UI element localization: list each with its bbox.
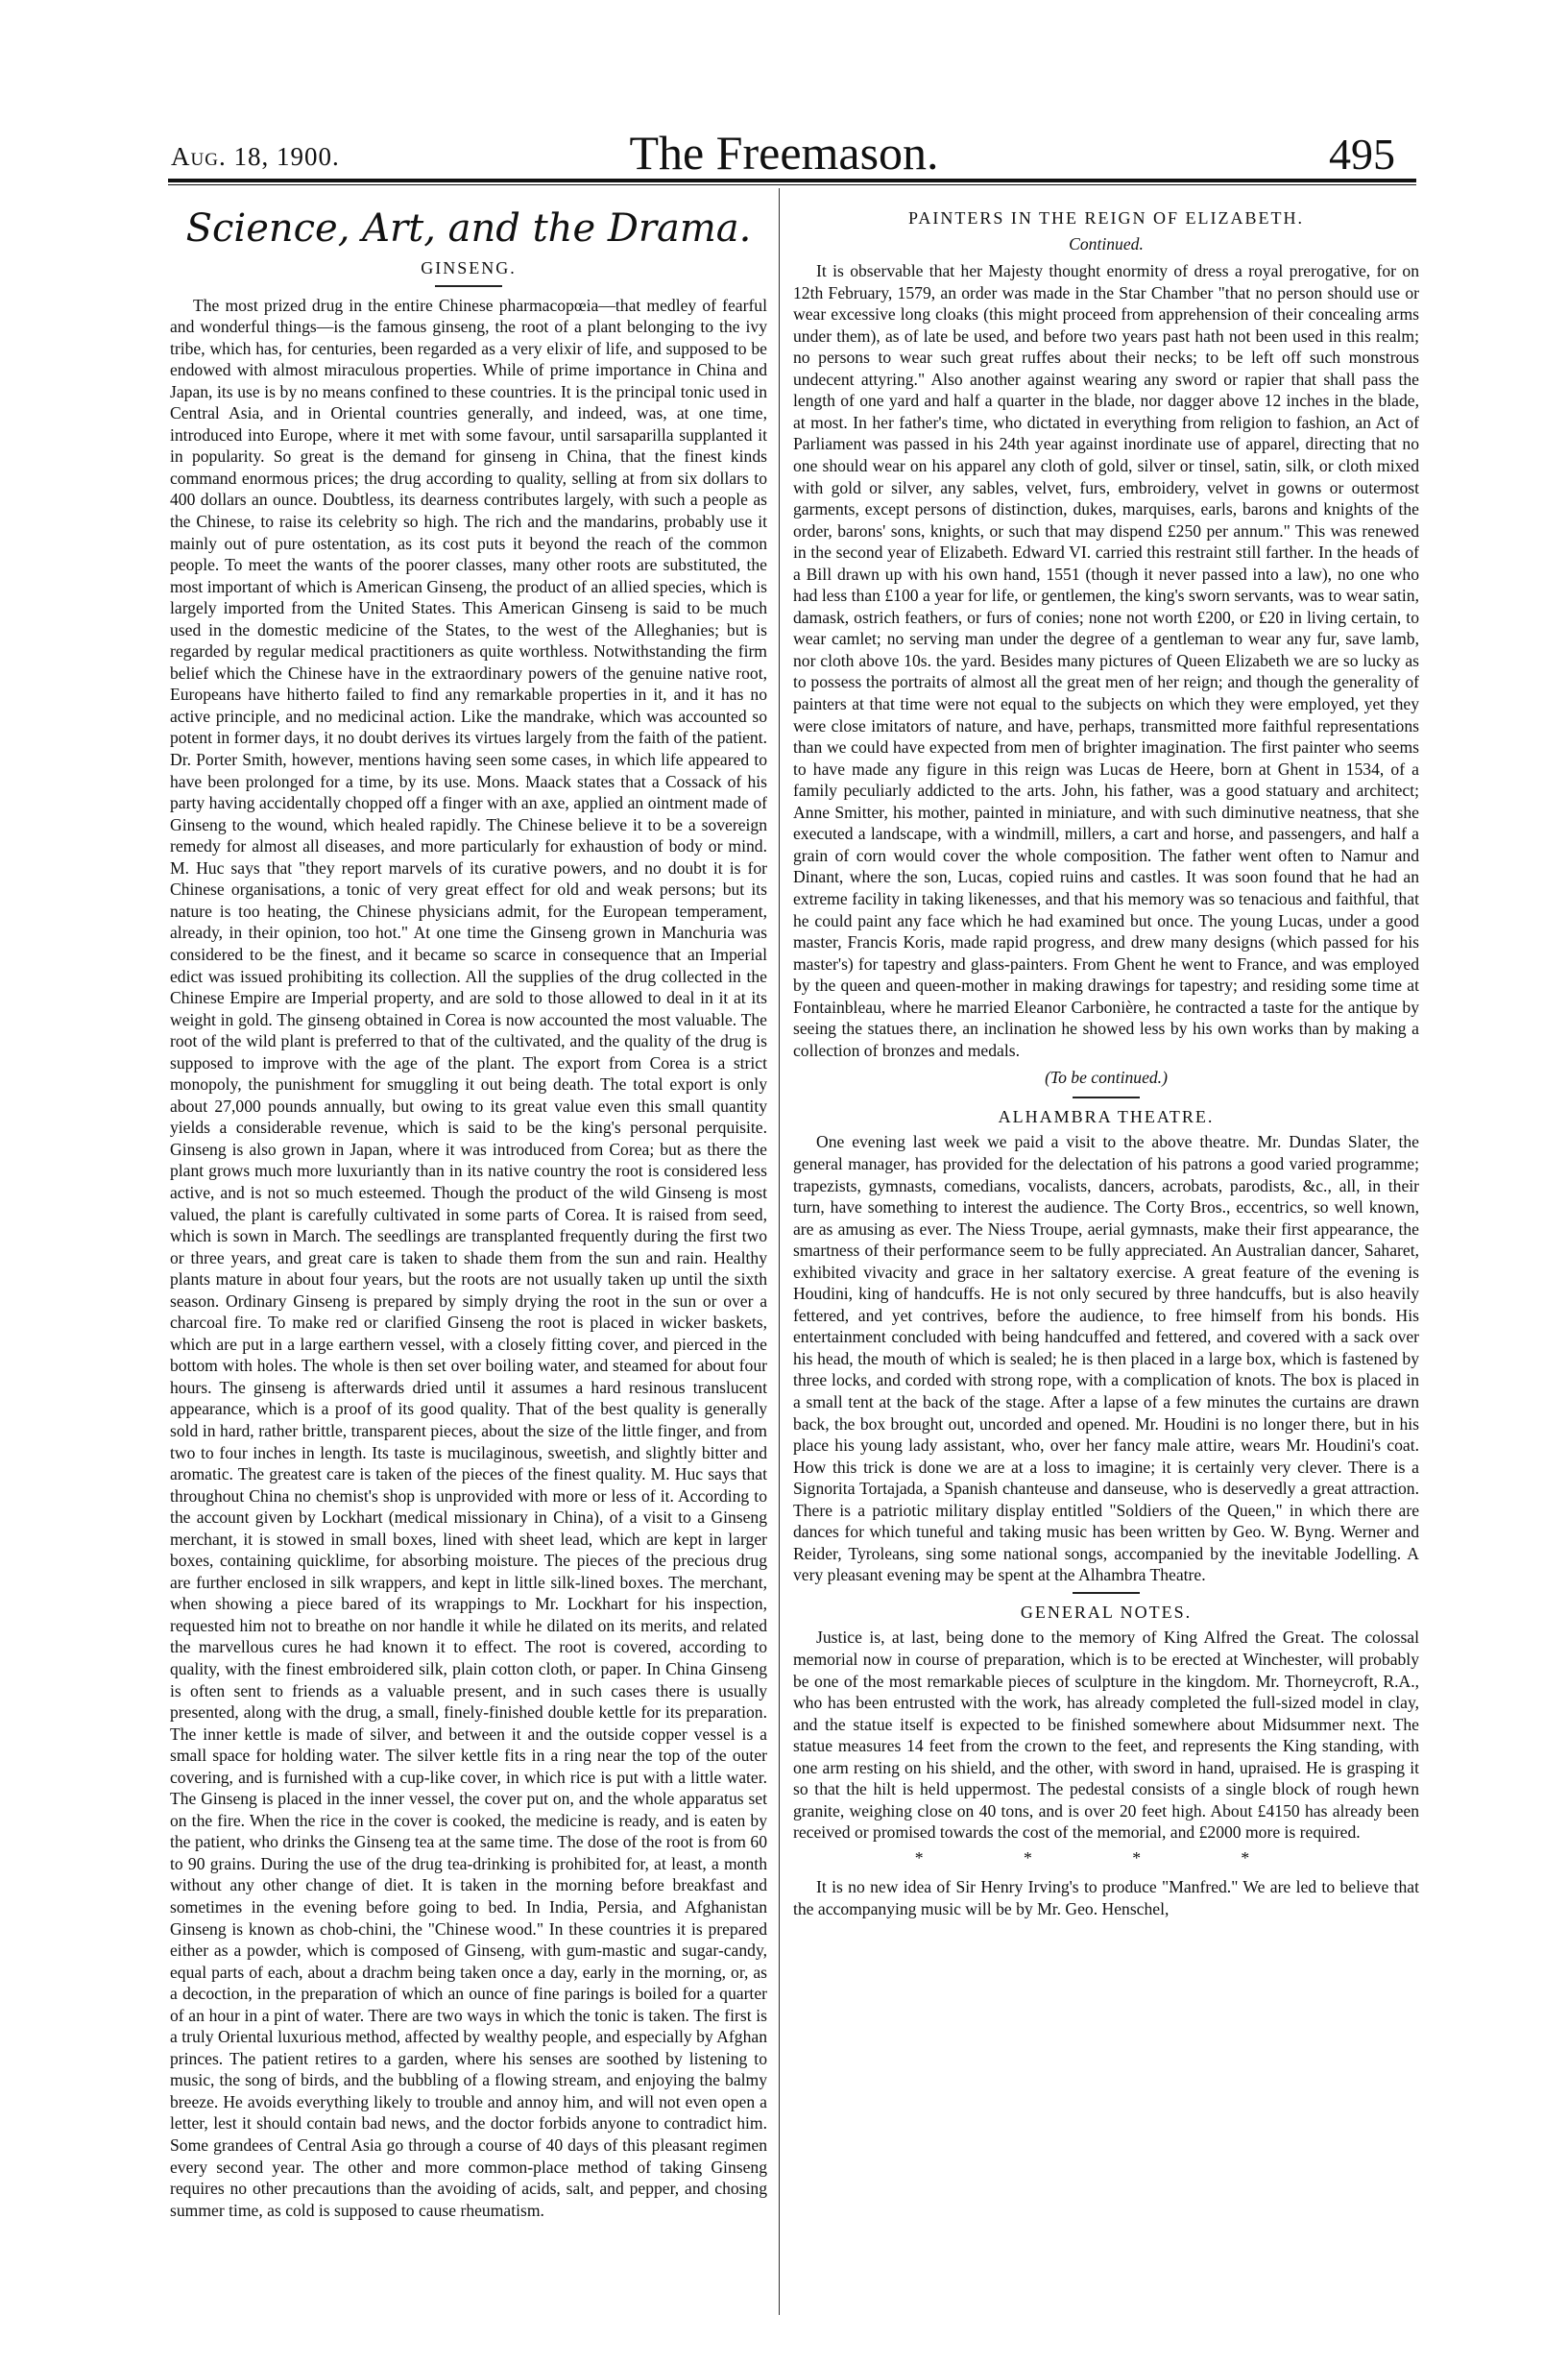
column-continuation-space xyxy=(793,192,1419,202)
section-rule xyxy=(1073,1097,1140,1098)
article-subtitle-painters: Continued. xyxy=(1069,233,1144,253)
masthead-title: The Freemason. xyxy=(629,126,939,180)
header-date: Aug. 18, 1900. xyxy=(171,142,340,171)
column-divider xyxy=(779,188,780,2315)
header-rule-thin xyxy=(168,184,1416,185)
column-left xyxy=(170,192,767,2221)
page-number: 495 xyxy=(1329,130,1395,179)
section-title: Science, Art, and the Drama. xyxy=(185,206,752,251)
section-rule xyxy=(1073,1592,1140,1594)
painters-paragraph: It is observable that her Majesty thought enormity of dress a royal prerogative, for on 12th February, 1579, an order was made in the Star Chamber "that no person should use or wear excessive long cloaks (this might proceed from apprehension of their concealing arms under them), as of late be used, and before two years past hath not been used in this realm; no persons to wear such great ruffes about their necks; to be left off such monstrous undecent attyring." Also another against wearing any sword or rapier that shall pass the length of one yard and half a quarter in the blade, nor dagger above 12 inches in the blade, at most. In her father's time, who dictated in everything from religion to fashion, an Act of Parliament was passed in his 24th year against inordinate use of apparel, directing that no one should wear on his apparel any cloth of gold, silver or tinsel, satin, silk, or cloth mixed with gold or silver, any sables, velvet, furs, embroidery, velvet in gowns or outermost garments, except persons of distinction, dukes, marquises, earls, barons and knights of the order, barons' sons, knights, or such that may dispend £250 per annum." This was renewed in the second year of Elizabeth. Edward VI. carried this restraint still farther. In the heads of a Bill drawn up with his own hand, 1551 (though it never passed into a law), no one who had less than £100 a year for life, or gentlemen, the king's sworn servants, was to wear satin, damask, ostrich feathers, or furs of conies; none not worth £200, or £20 in living certain, to wear camlet; no serving man under the degree of a gentleman to wear any fur, save lamb, nor cloth above 10s. the yard. Besides many pictures of Queen Elizabeth we are so lucky as to possess the portraits of almost all the great men of her reign; and though the generality of painters at that time were not equal to the subjects on which they were employed, yet they were close imitators of nature, and have, perhaps, transmitted more faithful representations than we could have expected from men of brighter imagination. The first painter who seems to have made any figure in this reign was Lucas de Heere, born at Ghent in 1534, of a family peculiarly addicted to the arts. John, his father, was a good statuary and architect; Anne Smitter, his mother, painted in miniature, and with such diminutive neatness, that she executed a landscape, with a windmill, millers, a cart and horse, and passengers, and half a grain of corn would cover the whole composition. The father went often to Namur and Dinant, where the son, Lucas, copied ruins and castles. It was soon found that he had an extreme facility in taking likenesses, and that his memory was so tenacious and faithful, that he could paint any face which he had examined but once. The young Lucas, under a good master, Francis Koris, made rapid progress, and drew many designs (which passed for his master's) for tapestry and glass-painters. From Ghent he went to France, and was employed by the queen and queen-mother in making drawings for tapestry; and residing some time at Fontainbleau, where he married Eleanor Carbonière, he contracted a taste for the antique by seeing the statues there, an inclination he showed less by his own works than by making a collection of bronzes and medals. xyxy=(793,261,1419,1060)
article-title-painters: PAINTERS IN THE REIGN OF ELIZABETH. xyxy=(908,208,1304,228)
ginseng-paragraph: The most prized drug in the entire Chinese pharmacopœia—that medley of fearful and wonderful things—is the famous ginseng, the root of a plant belonging to the ivy tribe, which has, for centuries, been regarded as a very elixir of life, and supposed to be endowed with almost miraculous properties. While of prime importance in China and Japan, its use is by no means confined to these countries. It is the principal tonic used in Central Asia, and in Oriental countries generally, and indeed, was, at one time, introduced into Europe, where it met with some favour, until sarsaparilla supplanted it in popularity. So great is the demand for ginseng in China, that the finest kinds command enormous prices; the drug according to quality, selling at from six dollars to 400 dollars an ounce. Doubtless, its dearness contributes largely, with such a people as the Chinese, to raise its celebrity so high. The rich and the mandarins, probably use it mainly out of pure ostentation, as its cost puts it beyond the reach of the common people. To meet the wants of the poorer classes, many other roots are substituted, the most important of which is American Ginseng, the product of an allied species, which is largely imported from the United States. This American Ginseng is said to be much used in the domestic medicine of the States, to the west of the Alleghanies; but is regarded by regular medical practitioners as quite worthless. Notwithstanding the firm belief which the Chinese have in the extraordinary powers of the genuine native root, Europeans have hitherto failed to find any remarkable properties in it, and it has no active principle, and no medicinal action. Like the mandrake, which was accounted so potent in former days, it no doubt derives its virtues largely from the faith of the patient. Dr. Porter Smith, however, mentions having seen some cases, in which life appeared to have been prolonged for a time, by its use. Mons. Maack states that a Cossack of his party having accidentally chopped off a finger with an axe, applied an ointment made of Ginseng to the wound, which healed rapidly. The Chinese believe it to be a sovereign remedy for almost all diseases, and more particularly for exhaustion of body or mind. M. Huc says that "they report marvels of its curative powers, and no doubt it is for Chinese organisations, a tonic of very great effect for old and weak persons; but its nature is too heating, the Chinese physicians admit, for the European temperament, already, in their opinion, too hot." At one time the Ginseng grown in Manchuria was considered to be the finest, and it became so scarce in consequence that an Imperial edict was issued prohibiting its collection. All the supplies of the drug collected in the Chinese Empire are Imperial property, and are sold to those allowed to deal in it at its weight in gold. The ginseng obtained in Corea is now accounted the most valuable. The root of the wild plant is preferred to that of the cultivated, and the quality of the drug is supposed to improve with the age of the plant. The export from Corea is a strict monopoly, the punishment for smuggling it out being death. The total export is only about 27,000 pounds annually, but owing to its great value even this small quantity yields a considerable revenue, which is said to be the king's personal perquisite. Ginseng is also grown in Japan, where it was introduced from Corea; but as there the plant grows much more luxuriantly than in its native country the root is considered less active, and is not so much esteemed. Though the product of the wild Ginseng is most valued, the plant is carefully cultivated in some parts of Corea. It is raised from seed, which is sown in March. The seedlings are transplanted frequently during the first two or three years, and great care is taken to shade them from the sun and rain. Healthy plants mature in about four years, but the roots are not usually taken up until the sixth season. Ordinary Ginseng is prepared by simply drying the root in the sun or over a charcoal fire. To make red or clarified Ginseng the root is placed in wicker baskets, which are put in a large earthern vessel, with a closely fitting cover, and pierced in the bottom with holes. The whole is then set over boiling water, and steamed for about four hours. The ginseng is afterwards dried until it assumes a hard resinous translucent appearance, which is a proof of its good quality. That of the best quality is generally sold in hard, rather brittle, transparent pieces, about the size of the little finger, and from two to four inches in length. Its taste is mucilaginous, sweetish, and slightly bitter and aromatic. The greatest care is taken of the pieces of the finest quality. M. Huc says that throughout China no chemist's shop is unprovided with more or less of it. According to the account given by Lockhart (medical missionary in China), of a visit to a Ginseng merchant, it is stowed in small boxes, lined with sheet lead, which are kept in larger boxes, containing quicklime, for absorbing moisture. The pieces of the precious drug are further enclosed in silk wrappers, and kept in little silk-lined boxes. The merchant, when showing a piece bared of its wrappings to Mr. Lockhart for his inspection, requested him not to breathe on nor handle it while he dilated on its merits, and related the marvellous cures he had known it to effect. The root is covered, according to quality, with the finest embroidered silk, plain cotton cloth, or paper. In China Ginseng is often sent to friends as a valuable present, and in such cases there is usually presented, along with the drug, a small, finely-finished double kettle for its preparation. The inner kettle is made of silver, and between it and the outside copper vessel is a small space for holding water. The silver kettle fits in a ring near the top of the outer covering, and is furnished with a cup-like cover, in which rice is put with a little water. The Ginseng is placed in the inner vessel, the cover put on, and the whole apparatus set on the fire. When the rice in the cover is cooked, the medicine is ready, and is eaten by the patient, who drinks the Ginseng tea at the same time. The dose of the root is from 60 to 90 grains. During the use of the drug tea-drinking is prohibited for, at least, a month without any other change of diet. It is taken in the morning before breakfast and sometimes in the evening before going to bed. In India, Persia, and Afghanistan Ginseng is known as chob-chini, the "Chinese wood." In these countries it is prepared either as a powder, which is composed of Ginseng, with gum-mastic and sugar-candy, equal parts of each, about a drachm being taken once a day, early in the morning, or, as a decoction, in the preparation of which an ounce of fine parings is boiled for a quarter of an hour in a pint of water. There are two ways in which the tonic is taken. The first is a truly Oriental luxurious method, affected by wealthy people, and especially by Afghan princes. The patient retires to a garden, where his senses are soothed by listening to music, the song of birds, and the bubbling of a flowing stream, and enjoying the balmy breeze. He avoids everything likely to trouble and annoy him, and will not even open a letter, lest it should contain bad news, and the doctor forbids anyone to contradict him. Some grandees of Central Asia go through a course of 40 days of this pleasant regimen every second year. The other and more common-place method of taking Ginseng requires no other precautions than the avoiding of acids, salt, and pepper, and chosing summer time, as cold is supposed to cause rheumatism. xyxy=(170,295,767,2220)
article-title-general-notes: GENERAL NOTES. xyxy=(1020,1602,1193,1622)
header-rule xyxy=(168,179,1416,182)
title-rule xyxy=(435,285,502,287)
general-notes-paragraph: Justice is, at last, being done to the memory of King Alfred the Great. The colossal memorial now in course of preparation, which is to be erected at Winchester, will probably be one of the most remarkable pieces of sculpture in the kingdom. Mr. Thorneycroft, R.A., who has been entrusted with the work, has already completed the full-sized model in clay, and the statue itself is expected to be finished somewhere about Midsummer next. The statue measures 14 feet from the crown to the feet, and represents the King standing, with one arm resting on his shield, and the other, with sword in hand, upraised. He is grasping it so that the hilt is held uppermost. The pedestal consists of a single block of rough hewn granite, weighing close on 40 tons, and is over 20 feet high. About £4150 has already been received or promised towards the cost of the memorial, and £2000 more is required. xyxy=(793,1628,1419,1843)
article-title-alhambra: ALHAMBRA THEATRE. xyxy=(998,1106,1215,1126)
general-notes-paragraph: It is no new idea of Sir Henry Irving's to produce "Manfred." We are led to believe that the accompanying music will be by Mr. Geo. Henschel, xyxy=(793,1877,1419,1919)
article-title-ginseng: GINSENG. xyxy=(421,258,517,277)
column-right xyxy=(793,192,1419,1920)
to-be-continued: (To be continued.) xyxy=(1045,1068,1168,1088)
asterism-separator: * * * * xyxy=(914,1847,1298,1868)
alhambra-paragraph: One evening last week we paid a visit to the above theatre. Mr. Dundas Slater, the general manager, has provided for the delectation of his patrons a good varied programme; trapezists, gymnasts, comedians, vocalists, dancers, acrobats, parodists, &c., all, in their turn, have something to interest the audience. The Corty Bros., eccentrics, so well known, are as amusing as ever. The Niess Troupe, aerial gymnasts, make their first appearance, the smartness of their performance seem to be fully appreciated. An Australian dancer, Saharet, exhibited vivacity and grace in her saltatory exercise. A great feature of the evening is Houdini, king of handcuffs. He is not only secured by three handcuffs, but is also heavily fettered, and yet contrives, before the audience, to free himself from his bonds. His entertainment concluded with being handcuffed and fettered, and covered with a sack over his head, the mouth of which is sealed; he is then placed in a large box, which is fastened by three locks, and corded with strong rope, with a complication of knots. The box is placed in a small tent at the back of the stage. After a lapse of a few minutes the curtains are drawn back, the box brought out, uncorded and opened. Mr. Houdini is no longer there, but in his place his young lady assistant, who, over her fancy male attire, wears Mr. Houdini's coat. How this trick is done we are at a loss to imagine; it is certainly very clever. There is a Signorita Tortajada, a Spanish chanteuse and danseuse, who is deservedly a great attraction. There is a patriotic military display entitled "Soldiers of the Queen," in which there are dances for which tuneful and taking music has been written by Geo. W. Byng. Werner and Reider, Tyroleans, sing some national songs, accompanied by the inevitable Jodelling. A very pleasant evening may be spent at the Alhambra Theatre. xyxy=(793,1132,1419,1585)
